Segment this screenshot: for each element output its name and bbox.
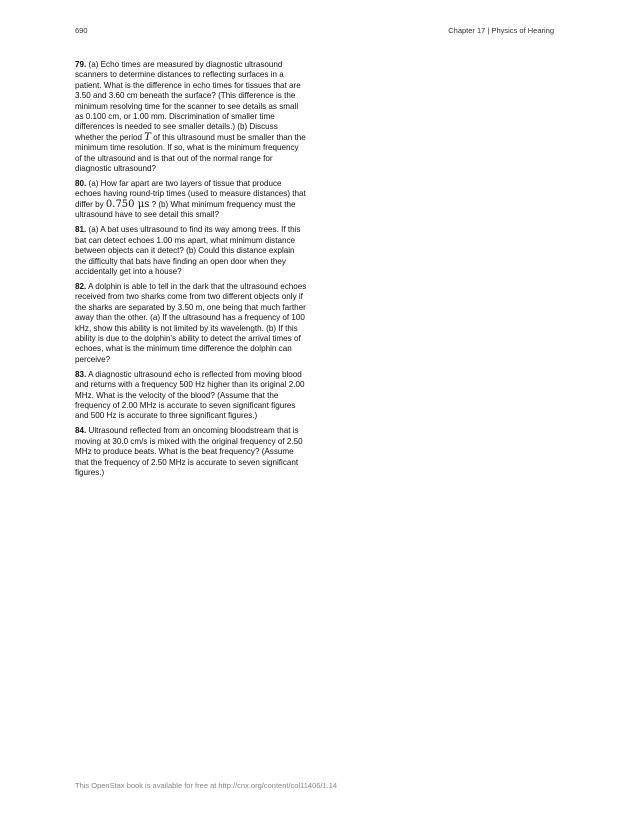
problem-number: 82. (75, 281, 87, 291)
time-difference-value: 0.750 μs (105, 198, 150, 210)
problem-82 (75, 282, 307, 365)
problem-text: (a) Echo times are measured by diagnostic ultrasound scanners to determine distances to reflecting surfaces in a patient. What is the difference in echo times for tissues that are 3.50 and 3.60 cm beneath the surface? (This difference is the minimum resolving time for the scanner to see details as small as 0.100 cm, or 1.00 mm. Discrimination of smaller time differences is needed to see smaller details.) (b) Discuss whether the period (75, 60, 301, 142)
problem-number: 83. (75, 369, 87, 379)
header-separator: | (485, 26, 492, 35)
problem-83 (75, 370, 307, 422)
problem-text: (a) A bat uses ultrasound to find its way among trees. If this bat can detect echoes 1.00 ms apart, what minimum distance between objects can it detect? (b) Could this distance explain the difficulty that bats have finding an open door when they accidentally get into a house? (75, 225, 301, 276)
period-symbol: T (144, 131, 151, 143)
problem-number: 81. (75, 225, 87, 235)
problem-text: (a) How far apart are two layers of tissue that produce echoes having round-trip times (used to measure distances) that differ by (75, 179, 306, 209)
problem-84 (75, 426, 307, 478)
problem-text: of this ultrasound must be smaller than the minimum time resolution. If so, what is the minimum frequency of the ultrasound and is that out of the normal range for diagnostic ultrasound? (75, 132, 306, 174)
problem-text: ? (b) What minimum frequency must the ultrasound have to see detail this small? (75, 199, 296, 220)
problem-79 (75, 60, 307, 174)
problem-text: A dolphin is able to tell in the dark that the ultrasound echoes received from two sharks come from two different objects only if the sharks are separated by 3.50 m, one being that much farther away than the other. (a) If the ultrasound has a frequency of 100 kHz, show this ability is not limited by its wavelength. (b) If this ability is due to the dolphin’s ability to detect the arrival times of echoes, what is the minimum time difference the dolphin can perceive? (75, 281, 307, 364)
page-number: 690 (75, 26, 88, 35)
footer-note: This OpenStax book is available for free at http://cnx.org/content/col11406/1.14 (75, 781, 338, 790)
problem-text: Ultrasound reflected from an oncoming bloodstream that is moving at 30.0 cm/s is mixed with the original frequency of 2.50 MHz to produce beats. What is the beat frequency? (Assume that the frequency of 2.50 MHz is accurate to seven significant figures.) (75, 426, 303, 477)
problem-list (75, 60, 307, 483)
problem-number: 84. (75, 426, 87, 436)
problem-number: 80. (75, 179, 87, 189)
running-header (448, 26, 554, 35)
problem-text: A diagnostic ultrasound echo is reflected from moving blood and returns with a frequency 500 Hz higher than its original 2.00 MHz. What is the velocity of the blood? (Assume that the frequency of 2.00 MHz is accurate to seven significant figures and 500 Hz is accurate to three significant figures.) (75, 369, 305, 421)
problem-80 (75, 179, 307, 221)
section-label: Physics of Hearing (491, 26, 554, 35)
problem-81 (75, 225, 307, 277)
problem-number: 79. (75, 60, 87, 69)
chapter-label: Chapter 17 (448, 26, 486, 35)
